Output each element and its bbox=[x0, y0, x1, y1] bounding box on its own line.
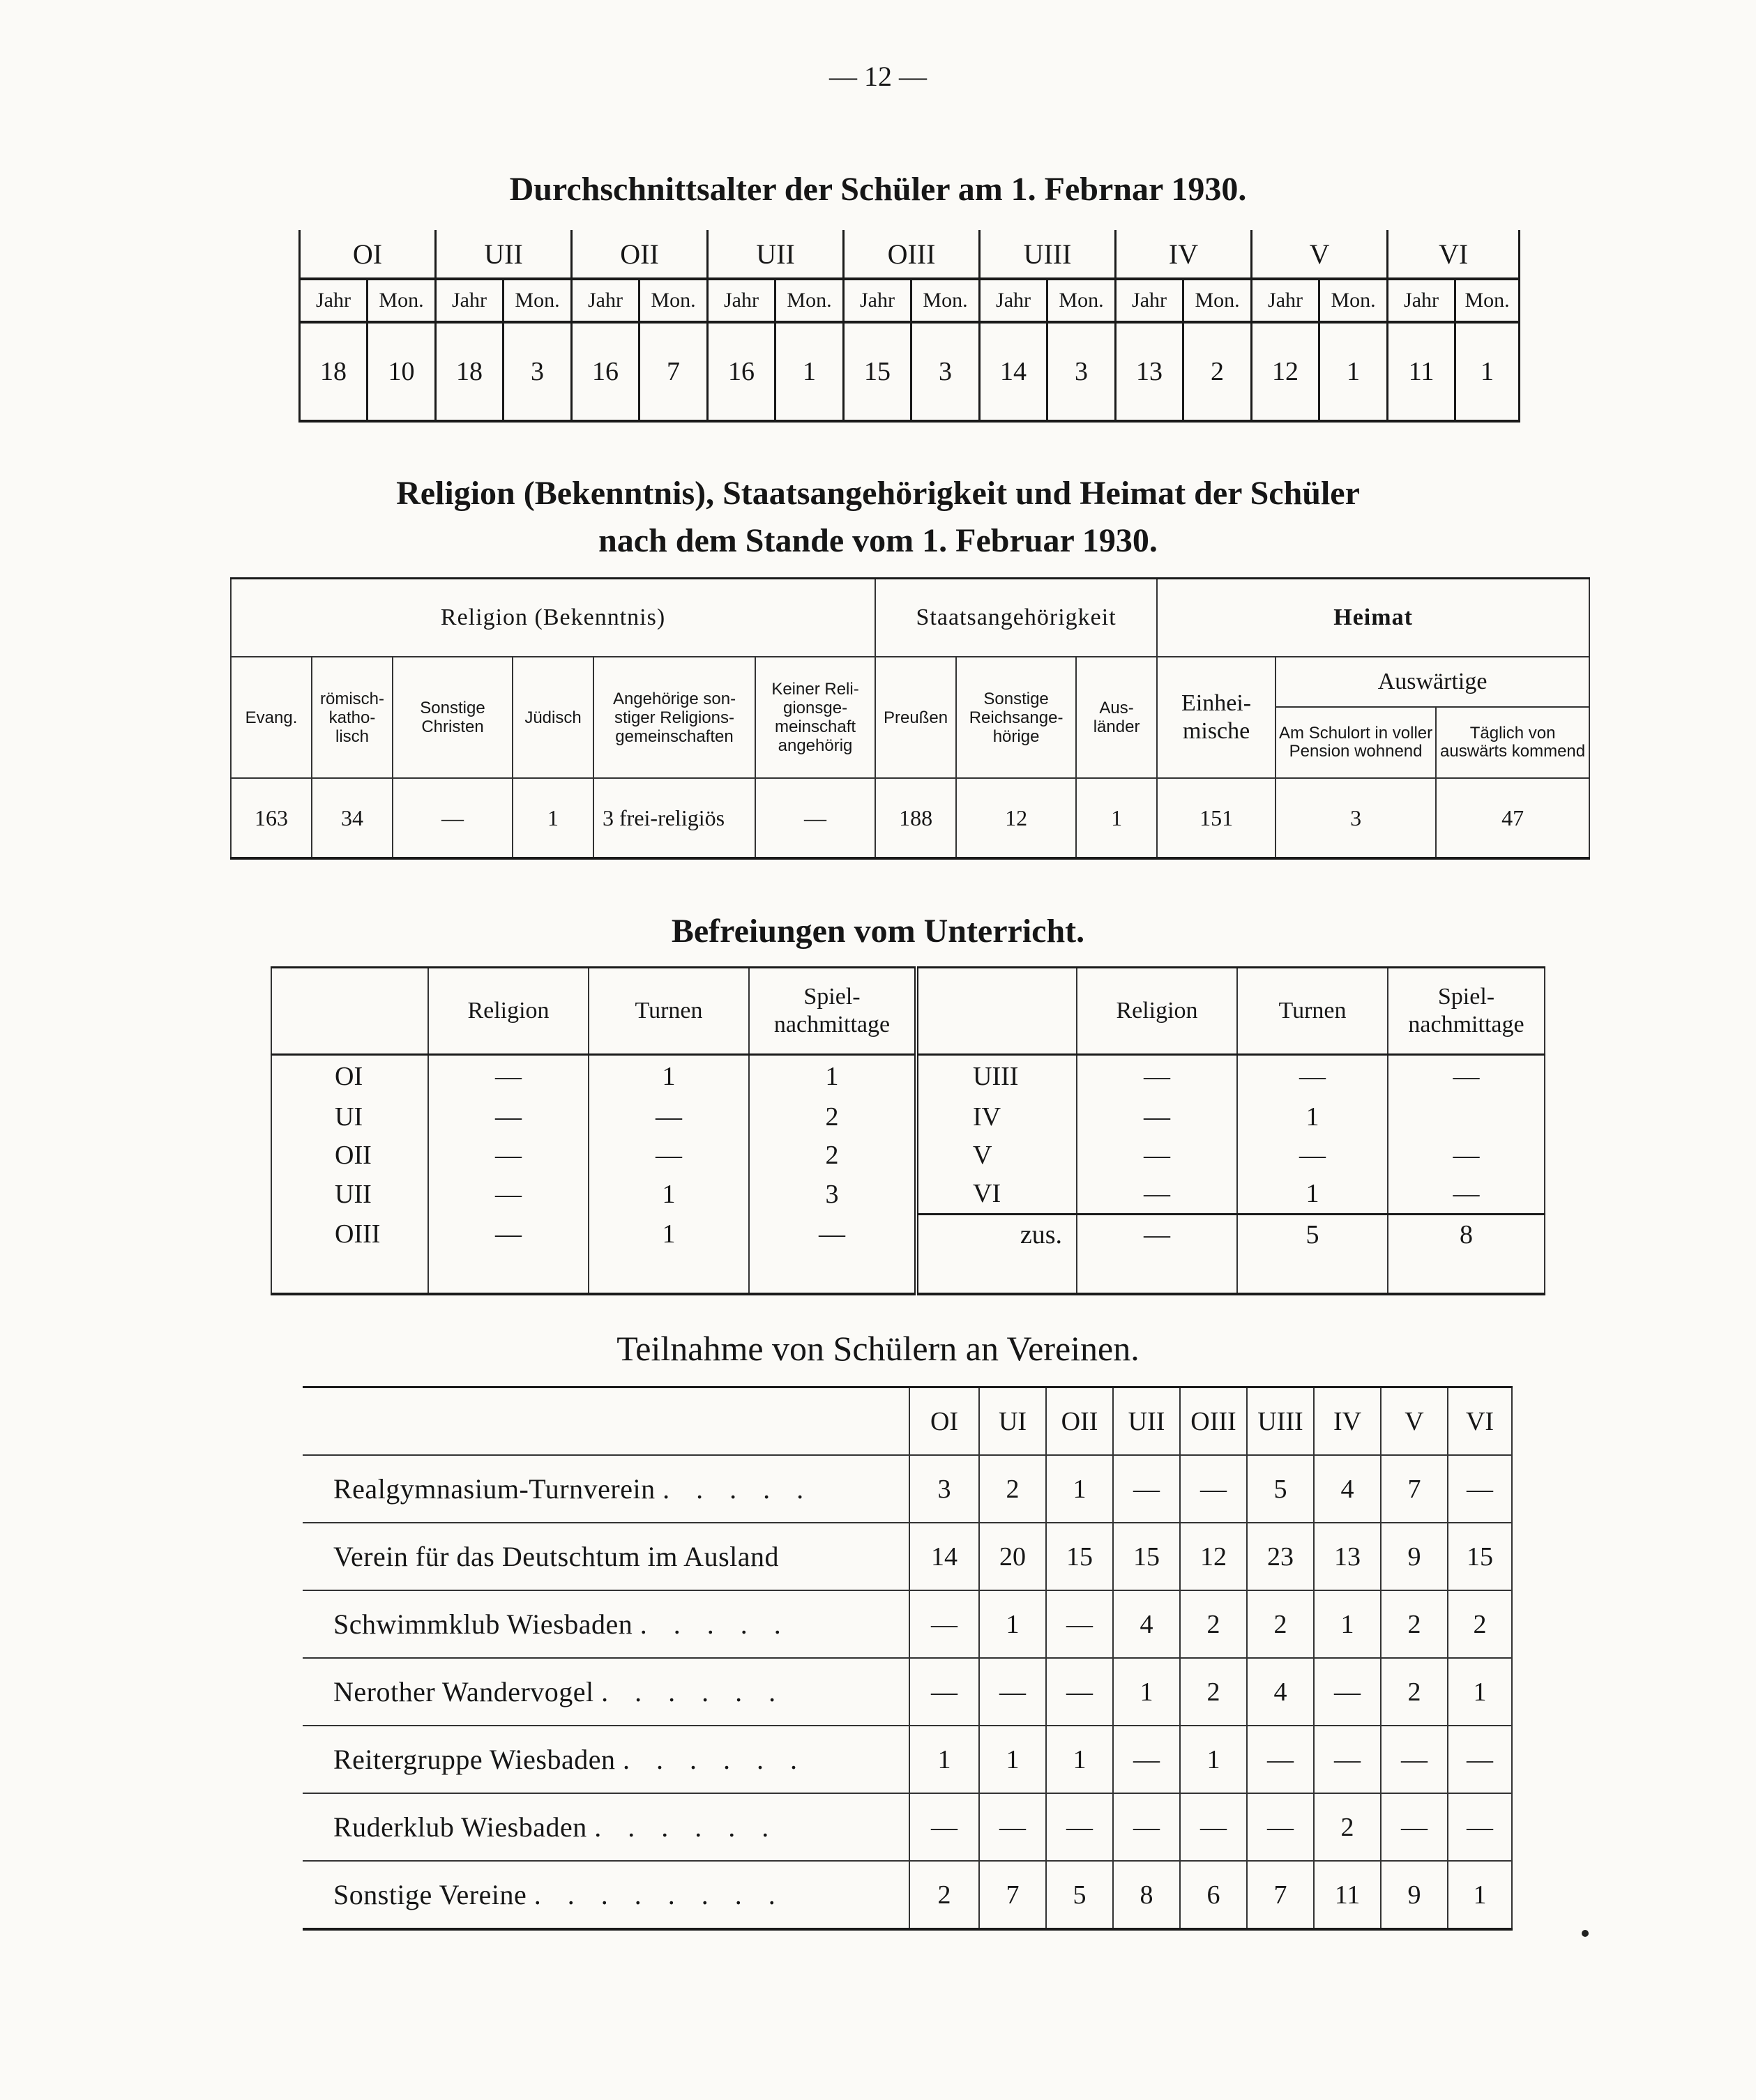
age-years: 16 bbox=[572, 322, 639, 421]
verein-name: Ruderklub Wiesbaden bbox=[333, 1811, 587, 1843]
befreiungen-class: OI bbox=[271, 1055, 428, 1098]
befreiungen-cell: 2 bbox=[749, 1136, 916, 1175]
vereine-cell: 5 bbox=[1247, 1455, 1314, 1523]
age-class-header: UII bbox=[436, 230, 572, 279]
befreiungen-cell: — bbox=[1237, 1055, 1388, 1098]
age-class-header: UIII bbox=[980, 230, 1116, 279]
vereine-cell: — bbox=[1113, 1455, 1180, 1523]
vereine-corner bbox=[303, 1387, 909, 1456]
religion-value: 3 frei-religiös bbox=[593, 778, 755, 858]
verein-name: Nerother Wandervogel bbox=[333, 1676, 594, 1707]
leader-dots: . . . . . . . . bbox=[533, 1879, 785, 1910]
vereine-cell: 1 bbox=[1113, 1658, 1180, 1726]
befreiungen-class: UII bbox=[271, 1175, 428, 1215]
age-months: 1 bbox=[1319, 322, 1388, 421]
unit-year: Jahr bbox=[1388, 279, 1455, 322]
befreiungen-header: Religion bbox=[428, 968, 589, 1055]
leader-dots: . . . . . . bbox=[622, 1744, 807, 1775]
befreiungen-class: OIII bbox=[271, 1214, 428, 1254]
age-years: 18 bbox=[300, 322, 368, 421]
vereine-cell: 2 bbox=[1180, 1658, 1247, 1726]
vereine-cell: — bbox=[909, 1793, 979, 1861]
leader-dots: . . . . . bbox=[639, 1608, 791, 1640]
vereine-cell: 6 bbox=[1180, 1861, 1247, 1929]
unit-year: Jahr bbox=[1116, 279, 1183, 322]
unit-year: Jahr bbox=[844, 279, 911, 322]
befreiungen-cell: — bbox=[1077, 1098, 1237, 1136]
age-months: 10 bbox=[368, 322, 436, 421]
vereine-cell: — bbox=[1314, 1726, 1381, 1793]
unit-year: Jahr bbox=[708, 279, 775, 322]
befreiungen-cell: — bbox=[1388, 1175, 1545, 1215]
vereine-name-cell bbox=[303, 1590, 909, 1658]
vereine-cell: 13 bbox=[1314, 1523, 1381, 1590]
befreiungen-cell: — bbox=[1388, 1136, 1545, 1175]
unit-month: Mon. bbox=[1047, 279, 1116, 322]
col-kath: römisch-katho-lisch bbox=[312, 657, 393, 778]
col-reichsang: Sonstige Reichsange-hörige bbox=[956, 657, 1076, 778]
befreiungen-cell bbox=[1388, 1098, 1545, 1136]
befreiungen-cell: 1 bbox=[589, 1055, 749, 1098]
vereine-cell: — bbox=[1046, 1590, 1113, 1658]
befreiungen-cell: 1 bbox=[1237, 1175, 1388, 1215]
vereine-cell: — bbox=[1113, 1793, 1180, 1861]
befreiungen-cell: — bbox=[1077, 1136, 1237, 1175]
vereine-cell: 4 bbox=[1113, 1590, 1180, 1658]
befreiungen-cell: — bbox=[428, 1136, 589, 1175]
befreiungen-cell: — bbox=[428, 1175, 589, 1215]
befreiungen-header: Religion bbox=[1077, 968, 1237, 1055]
vereine-cell: — bbox=[1113, 1726, 1180, 1793]
col-einheimische: Einhei-mische bbox=[1157, 657, 1276, 778]
vereine-table bbox=[303, 1386, 1513, 1931]
age-years: 16 bbox=[708, 322, 775, 421]
unit-month: Mon. bbox=[1319, 279, 1388, 322]
vereine-cell: 7 bbox=[1247, 1861, 1314, 1929]
befreiungen-header: Spiel-nachmittage bbox=[1388, 968, 1545, 1055]
unit-year: Jahr bbox=[436, 279, 504, 322]
col-auslaender: Aus-länder bbox=[1076, 657, 1157, 778]
befreiungen-cell: — bbox=[749, 1214, 916, 1254]
age-table bbox=[298, 230, 1520, 423]
col-taeglich: Täglich von auswärts kommend bbox=[1436, 707, 1589, 778]
unit-month: Mon. bbox=[1455, 279, 1520, 322]
unit-year: Jahr bbox=[300, 279, 368, 322]
vereine-cell: 1 bbox=[1046, 1726, 1113, 1793]
col-keiner: Keiner Reli-gionsge-meinschaft angehörig bbox=[755, 657, 875, 778]
unit-month: Mon. bbox=[1183, 279, 1252, 322]
vereine-cell: 2 bbox=[1448, 1590, 1512, 1658]
befreiungen-class: OII bbox=[271, 1136, 428, 1175]
befreiungen-cell: 3 bbox=[749, 1175, 916, 1215]
befreiungen-cell: 2 bbox=[749, 1098, 916, 1136]
unit-month: Mon. bbox=[639, 279, 708, 322]
age-years: 12 bbox=[1252, 322, 1319, 421]
befreiungen-table bbox=[271, 966, 1545, 1295]
befreiungen-corner-left bbox=[271, 968, 428, 1055]
verein-name: Verein für das Deutschtum im Ausland bbox=[333, 1541, 779, 1572]
staat-group-header: Staatsangehörigkeit bbox=[875, 579, 1157, 657]
vereine-cell: 1 bbox=[979, 1590, 1046, 1658]
age-class-header: OIII bbox=[844, 230, 980, 279]
vereine-cell: — bbox=[1046, 1793, 1113, 1861]
befreiungen-header: Spiel-nachmittage bbox=[749, 968, 916, 1055]
religion-value: — bbox=[393, 778, 513, 858]
vereine-class-header: IV bbox=[1314, 1387, 1381, 1456]
vereine-cell: 1 bbox=[1180, 1726, 1247, 1793]
befreiungen-cell: — bbox=[589, 1136, 749, 1175]
vereine-cell: 2 bbox=[1381, 1658, 1448, 1726]
age-table-title: Durchschnittsalter der Schüler am 1. Febrnar 1930. bbox=[509, 171, 1247, 208]
religion-value: 163 bbox=[231, 778, 312, 858]
befreiungen-cell: — bbox=[428, 1055, 589, 1098]
vereine-cell: 4 bbox=[1247, 1658, 1314, 1726]
vereine-cell: 14 bbox=[909, 1523, 979, 1590]
vereine-row bbox=[303, 1590, 1512, 1658]
age-years: 13 bbox=[1116, 322, 1183, 421]
vereine-name-cell bbox=[303, 1455, 909, 1523]
vereine-cell: 1 bbox=[1314, 1590, 1381, 1658]
befreiungen-cell: — bbox=[1237, 1136, 1388, 1175]
verein-name: Realgymnasium-Turnverein bbox=[333, 1473, 656, 1505]
verein-name: Reitergruppe Wiesbaden bbox=[333, 1744, 616, 1775]
leader-dots: . . . . . . bbox=[601, 1676, 786, 1707]
vereine-cell: 7 bbox=[979, 1861, 1046, 1929]
befreiungen-total-label: zus. bbox=[916, 1214, 1077, 1254]
vereine-name-cell bbox=[303, 1726, 909, 1793]
age-class-header: VI bbox=[1388, 230, 1520, 279]
age-years: 15 bbox=[844, 322, 911, 421]
befreiungen-cell: 1 bbox=[1237, 1098, 1388, 1136]
vereine-cell: — bbox=[979, 1658, 1046, 1726]
religion-value: 3 bbox=[1276, 778, 1436, 858]
befreiungen-cell: — bbox=[589, 1098, 749, 1136]
age-months: 3 bbox=[504, 322, 572, 421]
befreiungen-cell: 1 bbox=[589, 1175, 749, 1215]
vereine-name-cell bbox=[303, 1523, 909, 1590]
befreiungen-class: V bbox=[916, 1136, 1077, 1175]
religion-value: 188 bbox=[875, 778, 956, 858]
verein-name: Schwimmklub Wiesbaden bbox=[333, 1608, 633, 1640]
unit-month: Mon. bbox=[775, 279, 844, 322]
religion-value: — bbox=[755, 778, 875, 858]
vereine-row bbox=[303, 1455, 1512, 1523]
vereine-class-header: OI bbox=[909, 1387, 979, 1456]
age-months: 3 bbox=[1047, 322, 1116, 421]
age-class-header: OII bbox=[572, 230, 708, 279]
vereine-cell: 2 bbox=[909, 1861, 979, 1929]
age-months: 3 bbox=[911, 322, 980, 421]
vereine-cell: 1 bbox=[909, 1726, 979, 1793]
vereine-cell: 1 bbox=[979, 1726, 1046, 1793]
vereine-cell: 4 bbox=[1314, 1455, 1381, 1523]
vereine-cell: — bbox=[1180, 1455, 1247, 1523]
vereine-row bbox=[303, 1793, 1512, 1861]
age-months: 1 bbox=[1455, 322, 1520, 421]
vereine-row bbox=[303, 1861, 1512, 1929]
age-class-header: V bbox=[1252, 230, 1388, 279]
befreiungen-cell: 1 bbox=[749, 1055, 916, 1098]
vereine-cell: — bbox=[1448, 1793, 1512, 1861]
vereine-cell: 15 bbox=[1046, 1523, 1113, 1590]
page-number: — 12 — bbox=[829, 61, 927, 92]
befreiungen-total: — bbox=[1077, 1214, 1237, 1254]
befreiungen-total: 5 bbox=[1237, 1214, 1388, 1254]
verein-name: Sonstige Vereine bbox=[333, 1879, 527, 1910]
religion-value: 47 bbox=[1436, 778, 1589, 858]
befreiungen-header: Turnen bbox=[589, 968, 749, 1055]
vereine-cell: 3 bbox=[909, 1455, 979, 1523]
vereine-cell: — bbox=[1180, 1793, 1247, 1861]
unit-month: Mon. bbox=[911, 279, 980, 322]
vereine-cell: 11 bbox=[1314, 1861, 1381, 1929]
befreiungen-cell: 1 bbox=[589, 1214, 749, 1254]
befreiungen-cell: — bbox=[1388, 1055, 1545, 1098]
vereine-cell: 23 bbox=[1247, 1523, 1314, 1590]
vereine-cell: 15 bbox=[1113, 1523, 1180, 1590]
vereine-cell: 15 bbox=[1448, 1523, 1512, 1590]
age-months: 1 bbox=[775, 322, 844, 421]
vereine-cell: — bbox=[1381, 1793, 1448, 1861]
befreiungen-header: Turnen bbox=[1237, 968, 1388, 1055]
unit-month: Mon. bbox=[368, 279, 436, 322]
befreiungen-cell: — bbox=[428, 1214, 589, 1254]
age-months: 2 bbox=[1183, 322, 1252, 421]
vereine-cell: — bbox=[1046, 1658, 1113, 1726]
speck-mark bbox=[1582, 1930, 1589, 1937]
vereine-cell: 1 bbox=[1448, 1861, 1512, 1929]
vereine-row bbox=[303, 1523, 1512, 1590]
religion-group-header: Religion (Bekenntnis) bbox=[231, 579, 875, 657]
col-preussen: Preußen bbox=[875, 657, 956, 778]
vereine-class-header: OII bbox=[1046, 1387, 1113, 1456]
unit-year: Jahr bbox=[980, 279, 1047, 322]
vereine-cell: — bbox=[1247, 1726, 1314, 1793]
vereine-row bbox=[303, 1726, 1512, 1793]
religion-table bbox=[230, 577, 1590, 860]
vereine-cell: 2 bbox=[1381, 1590, 1448, 1658]
befreiungen-class: IV bbox=[916, 1098, 1077, 1136]
col-auswaertige: Auswärtige bbox=[1276, 657, 1589, 707]
vereine-cell: 2 bbox=[1314, 1793, 1381, 1861]
col-angehoerige: Angehörige son-stiger Religions-gemeinschaften bbox=[593, 657, 755, 778]
vereine-cell: 9 bbox=[1381, 1861, 1448, 1929]
age-years: 14 bbox=[980, 322, 1047, 421]
vereine-cell: — bbox=[909, 1658, 979, 1726]
vereine-class-header: VI bbox=[1448, 1387, 1512, 1456]
col-evang: Evang. bbox=[231, 657, 312, 778]
leader-dots: . . . . . . bbox=[594, 1811, 779, 1843]
col-sonst-christ: Sonstige Christen bbox=[393, 657, 513, 778]
age-years: 18 bbox=[436, 322, 504, 421]
vereine-name-cell bbox=[303, 1658, 909, 1726]
vereine-cell: 12 bbox=[1180, 1523, 1247, 1590]
vereine-cell: — bbox=[1448, 1726, 1512, 1793]
heimat-group-header: Heimat bbox=[1157, 579, 1589, 657]
religion-value: 151 bbox=[1157, 778, 1276, 858]
age-class-header: UII bbox=[708, 230, 844, 279]
age-class-header: IV bbox=[1116, 230, 1252, 279]
vereine-cell: 5 bbox=[1046, 1861, 1113, 1929]
vereine-cell: 20 bbox=[979, 1523, 1046, 1590]
age-months: 7 bbox=[639, 322, 708, 421]
befreiungen-corner-right bbox=[916, 968, 1077, 1055]
unit-year: Jahr bbox=[1252, 279, 1319, 322]
vereine-cell: — bbox=[1448, 1455, 1512, 1523]
vereine-cell: 1 bbox=[1046, 1455, 1113, 1523]
vereine-cell: — bbox=[979, 1793, 1046, 1861]
befreiungen-title: Befreiungen vom Unterricht. bbox=[671, 913, 1085, 950]
religion-value: 1 bbox=[513, 778, 593, 858]
religion-table-title-line2: nach dem Stande vom 1. Februar 1930. bbox=[598, 522, 1158, 559]
religion-value: 34 bbox=[312, 778, 393, 858]
befreiungen-class: UI bbox=[271, 1098, 428, 1136]
befreiungen-cell: — bbox=[1077, 1175, 1237, 1215]
vereine-name-cell bbox=[303, 1793, 909, 1861]
vereine-class-header: UII bbox=[1113, 1387, 1180, 1456]
befreiungen-class: VI bbox=[916, 1175, 1077, 1215]
vereine-cell: 8 bbox=[1113, 1861, 1180, 1929]
vereine-name-cell bbox=[303, 1861, 909, 1929]
vereine-class-header: OIII bbox=[1180, 1387, 1247, 1456]
befreiungen-total: 8 bbox=[1388, 1214, 1545, 1254]
unit-month: Mon. bbox=[504, 279, 572, 322]
befreiungen-cell: — bbox=[428, 1098, 589, 1136]
vereine-cell: 1 bbox=[1448, 1658, 1512, 1726]
vereine-cell: — bbox=[1247, 1793, 1314, 1861]
vereine-class-header: UI bbox=[979, 1387, 1046, 1456]
age-years: 11 bbox=[1388, 322, 1455, 421]
vereine-cell: 2 bbox=[1180, 1590, 1247, 1658]
age-class-header: OI bbox=[300, 230, 436, 279]
vereine-cell: 2 bbox=[979, 1455, 1046, 1523]
vereine-class-header: V bbox=[1381, 1387, 1448, 1456]
religion-value: 12 bbox=[956, 778, 1076, 858]
vereine-cell: 7 bbox=[1381, 1455, 1448, 1523]
vereine-cell: — bbox=[1381, 1726, 1448, 1793]
vereine-cell: — bbox=[909, 1590, 979, 1658]
vereine-title: Teilnahme von Schülern an Vereinen. bbox=[616, 1329, 1140, 1368]
vereine-cell: 2 bbox=[1247, 1590, 1314, 1658]
vereine-cell: — bbox=[1314, 1658, 1381, 1726]
befreiungen-cell: — bbox=[1077, 1055, 1237, 1098]
vereine-class-header: UIII bbox=[1247, 1387, 1314, 1456]
leader-dots: . . . . . bbox=[663, 1473, 814, 1505]
befreiungen-class: UIII bbox=[916, 1055, 1077, 1098]
col-pension: Am Schulort in voller Pension wohnend bbox=[1276, 707, 1436, 778]
unit-year: Jahr bbox=[572, 279, 639, 322]
col-juedisch: Jüdisch bbox=[513, 657, 593, 778]
vereine-row bbox=[303, 1658, 1512, 1726]
religion-value: 1 bbox=[1076, 778, 1157, 858]
vereine-cell: 9 bbox=[1381, 1523, 1448, 1590]
religion-table-title-line1: Religion (Bekenntnis), Staatsangehörigkeit und Heimat der Schüler bbox=[396, 475, 1360, 512]
